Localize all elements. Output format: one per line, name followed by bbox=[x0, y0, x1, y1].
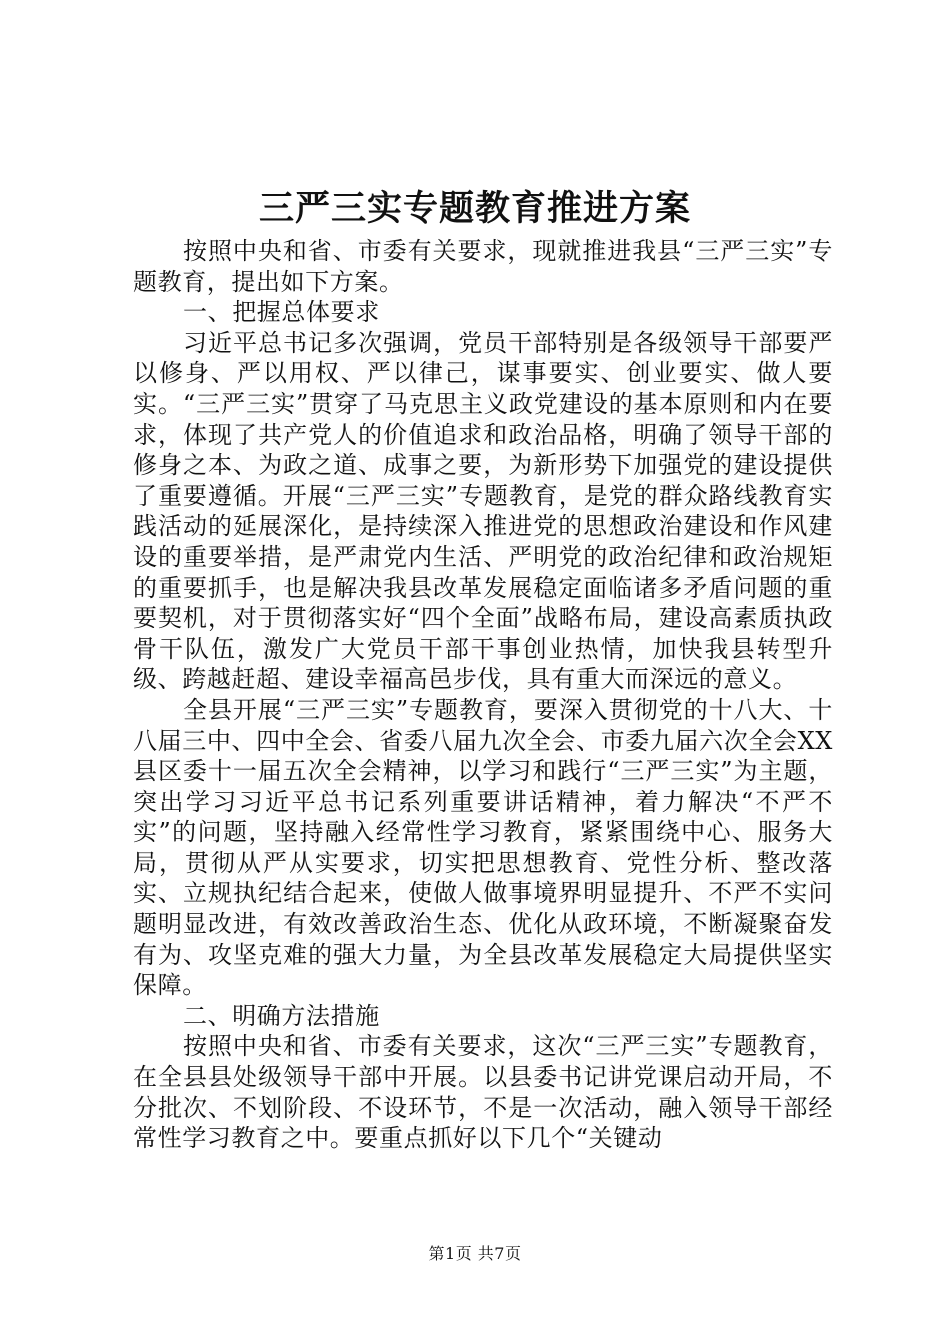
section-1-paragraph-2: 全县开展“三严三实”专题教育，要深入贯彻党的十八大、十八届三中、四中全会、省委八届九次全会、市委九届六次全会XX县区委十一届五次全会精神，以学习和践行“三严三实”为主题，突出学习习近平总书记系列重要讲话精神，着力解决“不严不实”的问题，坚持融入经常性学习教育，紧紧围绕中心、服务大局，贯彻从严从实要求，切实把思想教育、党性分析、整改落实、立规执纪结合起来，使做人做事境界明显提升、不严不实问题明显改进，有效改善政治生态、优化从政环境，不断凝聚奋发有为、攻坚克难的强大力量，为全县改革发展稳定大局提供坚实保障。 bbox=[133, 695, 833, 1000]
page-footer: 第1页 共7页 bbox=[428, 1244, 522, 1263]
document-title: 三严三实专题教育推进方案 bbox=[258, 188, 691, 229]
section-1-paragraph-1: 习近平总书记多次强调，党员干部特别是各级领导干部要严以修身、严以用权、严以律己，谋事要实、创业要实、做人要实。“三严三实”贯穿了马克思主义政党建设的基本原则和内在要求，体现了共产党人的价值追求和政治品格，明确了领导干部的修身之本、为政之道、成事之要，为新形势下加强党的建设提供了重要遵循。开展“三严三实”专题教育，是党的群众路线教育实践活动的延展深化，是持续深入推进党的思想政治建设和作风建设的重要举措，是严肃党内生活、严明党的政治纪律和政治规矩的重要抓手，也是解决我县改革发展稳定面临诸多矛盾问题的重要契机，对于贯彻落实好“四个全面”战略布局，建设高素质执政骨干队伍，激发广大党员干部干事创业热情，加快我县转型升级、跨越赶超、建设幸福高邑步伐，具有重大而深远的意义。 bbox=[133, 328, 833, 694]
document-body bbox=[133, 236, 833, 1154]
section-2-paragraph-1: 按照中央和省、市委有关要求，这次“三严三实”专题教育，在全县县处级领导干部中开展。以县委书记讲党课启动开局，不分批次、不划阶段、不设环节，不是一次活动，融入领导干部经常性学习教育之中。要重点抓好以下几个“关键动 bbox=[133, 1032, 833, 1153]
section-1-heading: 一、把握总体要求 bbox=[183, 298, 380, 327]
intro-paragraph: 按照中央和省、市委有关要求，现就推进我县“三严三实”专题教育，提出如下方案。 bbox=[133, 237, 833, 296]
section-2-heading: 二、明确方法措施 bbox=[183, 1001, 380, 1030]
